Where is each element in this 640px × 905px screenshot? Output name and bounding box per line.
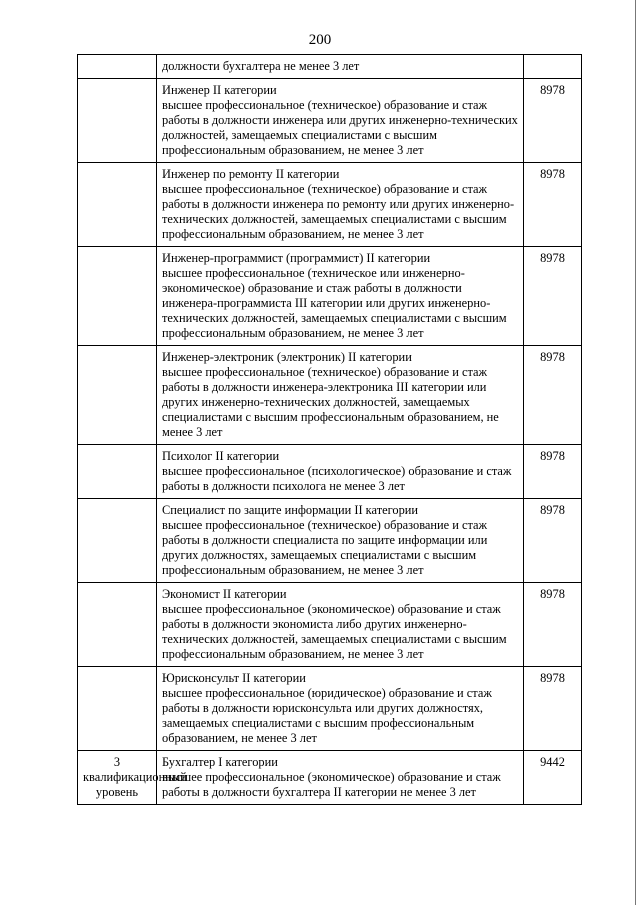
- table-row: [78, 346, 582, 445]
- salary-value: 8978: [524, 247, 582, 346]
- position-title: Инженер-электроник (электроник) II категории: [162, 350, 412, 364]
- level-cell: [78, 247, 157, 346]
- salary-value: 8978: [524, 583, 582, 667]
- table-row: [78, 667, 582, 751]
- position-requirement: высшее профессиональное (техническое или инженерно-экономическое) образование и стаж работы в должности инженера-программиста III категории или других инженерно-технических должностей, замещаемых специалистами с высшим профессиональным образованием, не менее 3 лет: [162, 266, 507, 340]
- level-cell: [78, 79, 157, 163]
- table-row: [78, 499, 582, 583]
- position-title: Инженер-программист (программист) II категории: [162, 251, 431, 265]
- salary-value: 8978: [524, 499, 582, 583]
- description-cell: [157, 751, 524, 805]
- salary-value: 8978: [524, 667, 582, 751]
- table-row: [78, 79, 582, 163]
- position-title: Экономист II категории: [162, 587, 287, 601]
- description-cell: [157, 445, 524, 499]
- description-cell: [157, 55, 524, 79]
- position-requirement: высшее профессиональное (юридическое) образование и стаж работы в должности юрисконсульта или других должностях, замещаемых специалистами с высшим профессиональным образованием, не менее 3 лет: [162, 686, 492, 745]
- position-title: Инженер II категории: [162, 83, 277, 97]
- level-cell: [78, 163, 157, 247]
- position-requirement: высшее профессиональное (экономическое) образование и стаж работы в должности бухгалтера II категории не менее 3 лет: [162, 770, 501, 799]
- description-cell: [157, 583, 524, 667]
- salary-value: 8978: [524, 163, 582, 247]
- description-cell: [157, 667, 524, 751]
- description-cell: [157, 79, 524, 163]
- table-row: [78, 55, 582, 79]
- level-cell: [78, 499, 157, 583]
- salary-value: 8978: [524, 445, 582, 499]
- position-title: Специалист по защите информации II категории: [162, 503, 419, 517]
- salary-cell: [524, 55, 582, 79]
- salary-value: 8978: [524, 79, 582, 163]
- salary-value: 9442: [524, 751, 582, 805]
- level-cell: [78, 445, 157, 499]
- position-title: Инженер по ремонту II категории: [162, 167, 340, 181]
- position-requirement: высшее профессиональное (техническое) образование и стаж работы в должности инженера или других инженерно-технических должностей, замещаемых специалистами с высшим профессиональным образованием, не менее 3 лет: [162, 98, 518, 157]
- level-cell: [78, 346, 157, 445]
- continuation-text: должности бухгалтера не менее 3 лет: [162, 59, 360, 73]
- table-row: [78, 445, 582, 499]
- level-cell: [78, 667, 157, 751]
- table-row: [78, 583, 582, 667]
- qualification-table: [77, 54, 582, 805]
- description-cell: [157, 247, 524, 346]
- position-title: Психолог II категории: [162, 449, 280, 463]
- level-cell: [78, 583, 157, 667]
- position-requirement: высшее профессиональное (психологическое) образование и стаж работы в должности психолога не менее 3 лет: [162, 464, 512, 493]
- scan-edge-line: [635, 0, 636, 905]
- qualification-level-label: 3 квалификационный уровень: [78, 751, 157, 805]
- description-cell: [157, 163, 524, 247]
- table-row: [78, 751, 582, 805]
- position-requirement: высшее профессиональное (техническое) образование и стаж работы в должности специалиста по защите информации или других должностях, замещаемых специалистами с высшим профессиональным образованием, не менее 3 лет: [162, 518, 488, 577]
- page-number: 200: [308, 32, 332, 48]
- position-requirement: высшее профессиональное (техническое) образование и стаж работы в должности инженера-электроника III категории или других инженерно-технических должностей, замещаемых специалистами с высшим профессиональным образованием, не менее 3 лет: [162, 365, 499, 439]
- description-cell: [157, 346, 524, 445]
- table-row: [78, 163, 582, 247]
- position-requirement: высшее профессиональное (экономическое) образование и стаж работы в должности экономиста либо других инженерно-технических должностей, замещаемых специалистами с высшим профессиональным образованием, не менее 3 лет: [162, 602, 507, 661]
- table-row: [78, 247, 582, 346]
- level-cell: [78, 55, 157, 79]
- position-title: Бухгалтер I категории: [162, 755, 278, 769]
- position-title: Юрисконсульт II категории: [162, 671, 306, 685]
- description-cell: [157, 499, 524, 583]
- salary-value: 8978: [524, 346, 582, 445]
- position-requirement: высшее профессиональное (техническое) образование и стаж работы в должности инженера по ремонту или других инженерно-технических должностей, замещаемых специалистами с высшим профессиональным образованием, не менее 3 лет: [162, 182, 515, 241]
